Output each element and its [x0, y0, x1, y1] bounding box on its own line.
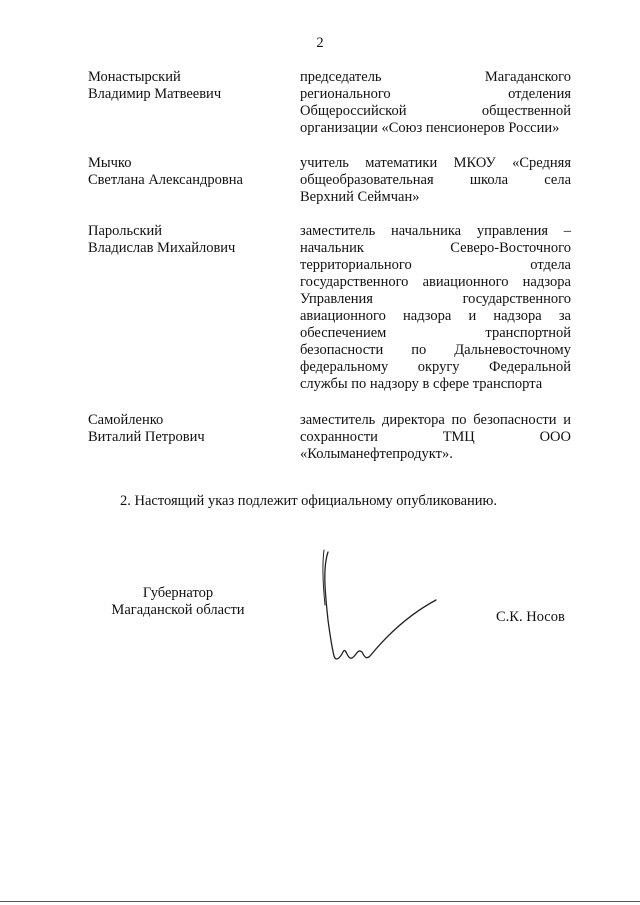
position-line: начальник Северо-Восточного [300, 240, 571, 256]
position-line: регионального отделения [300, 86, 571, 102]
member-given-names: Владислав Михайлович [88, 240, 236, 256]
member-given-names: Светлана Александровна [88, 172, 243, 188]
position-line: федеральному округу Федеральной [300, 359, 571, 375]
signatory-title [88, 585, 268, 619]
member-surname: Монастырский [88, 69, 181, 85]
position-line: государственного авиационного надзора [300, 274, 571, 290]
position-line: Управления государственного [300, 291, 571, 307]
position-line: безопасности по Дальневосточному [300, 342, 571, 358]
signatory-title-line: Магаданской области [111, 602, 245, 618]
member-position [300, 155, 571, 206]
member-surname: Самойленко [88, 412, 164, 428]
position-line: заместитель начальника управления – [300, 223, 571, 239]
position-line: учитель математики МКОУ «Средняя [300, 155, 571, 171]
position-line: «Колыманефтепродукт». [300, 446, 453, 462]
position-line: сохранности ТМЦ ООО [300, 429, 571, 445]
member-position [300, 412, 571, 463]
publication-clause: 2. Настоящий указ подлежит официальному опубликованию. [120, 493, 498, 509]
position-line: обеспечением транспортной [300, 325, 571, 341]
member-name [88, 223, 288, 257]
position-line: Верхний Сеймчан» [300, 189, 420, 205]
position-line: территориального отдела [300, 257, 571, 273]
position-line: председатель Магаданского [300, 69, 571, 85]
handwritten-signature [300, 530, 460, 680]
position-line: авиационного надзора и надзора за [300, 308, 571, 324]
member-position [300, 69, 571, 137]
position-line: общеобразовательная школа села [300, 172, 571, 188]
member-name [88, 412, 288, 446]
member-surname: Мычко [88, 155, 132, 171]
member-position [300, 223, 571, 393]
position-line: службы по надзору в сфере транспорта [300, 376, 543, 392]
position-line: организации «Союз пенсионеров России» [300, 120, 560, 136]
member-given-names: Виталий Петрович [88, 429, 205, 445]
member-given-names: Владимир Матвеевич [88, 86, 222, 102]
position-line: заместитель директора по безопасности и [300, 412, 571, 428]
member-surname: Парольский [88, 223, 163, 239]
scan-edge-divider [0, 901, 640, 902]
member-name [88, 155, 288, 189]
signatory-name: С.К. Носов [496, 609, 565, 625]
member-name [88, 69, 288, 103]
signatory-title-line: Губернатор [142, 585, 214, 601]
page-number: 2 [316, 35, 324, 51]
position-line: Общероссийской общественной [300, 103, 571, 119]
